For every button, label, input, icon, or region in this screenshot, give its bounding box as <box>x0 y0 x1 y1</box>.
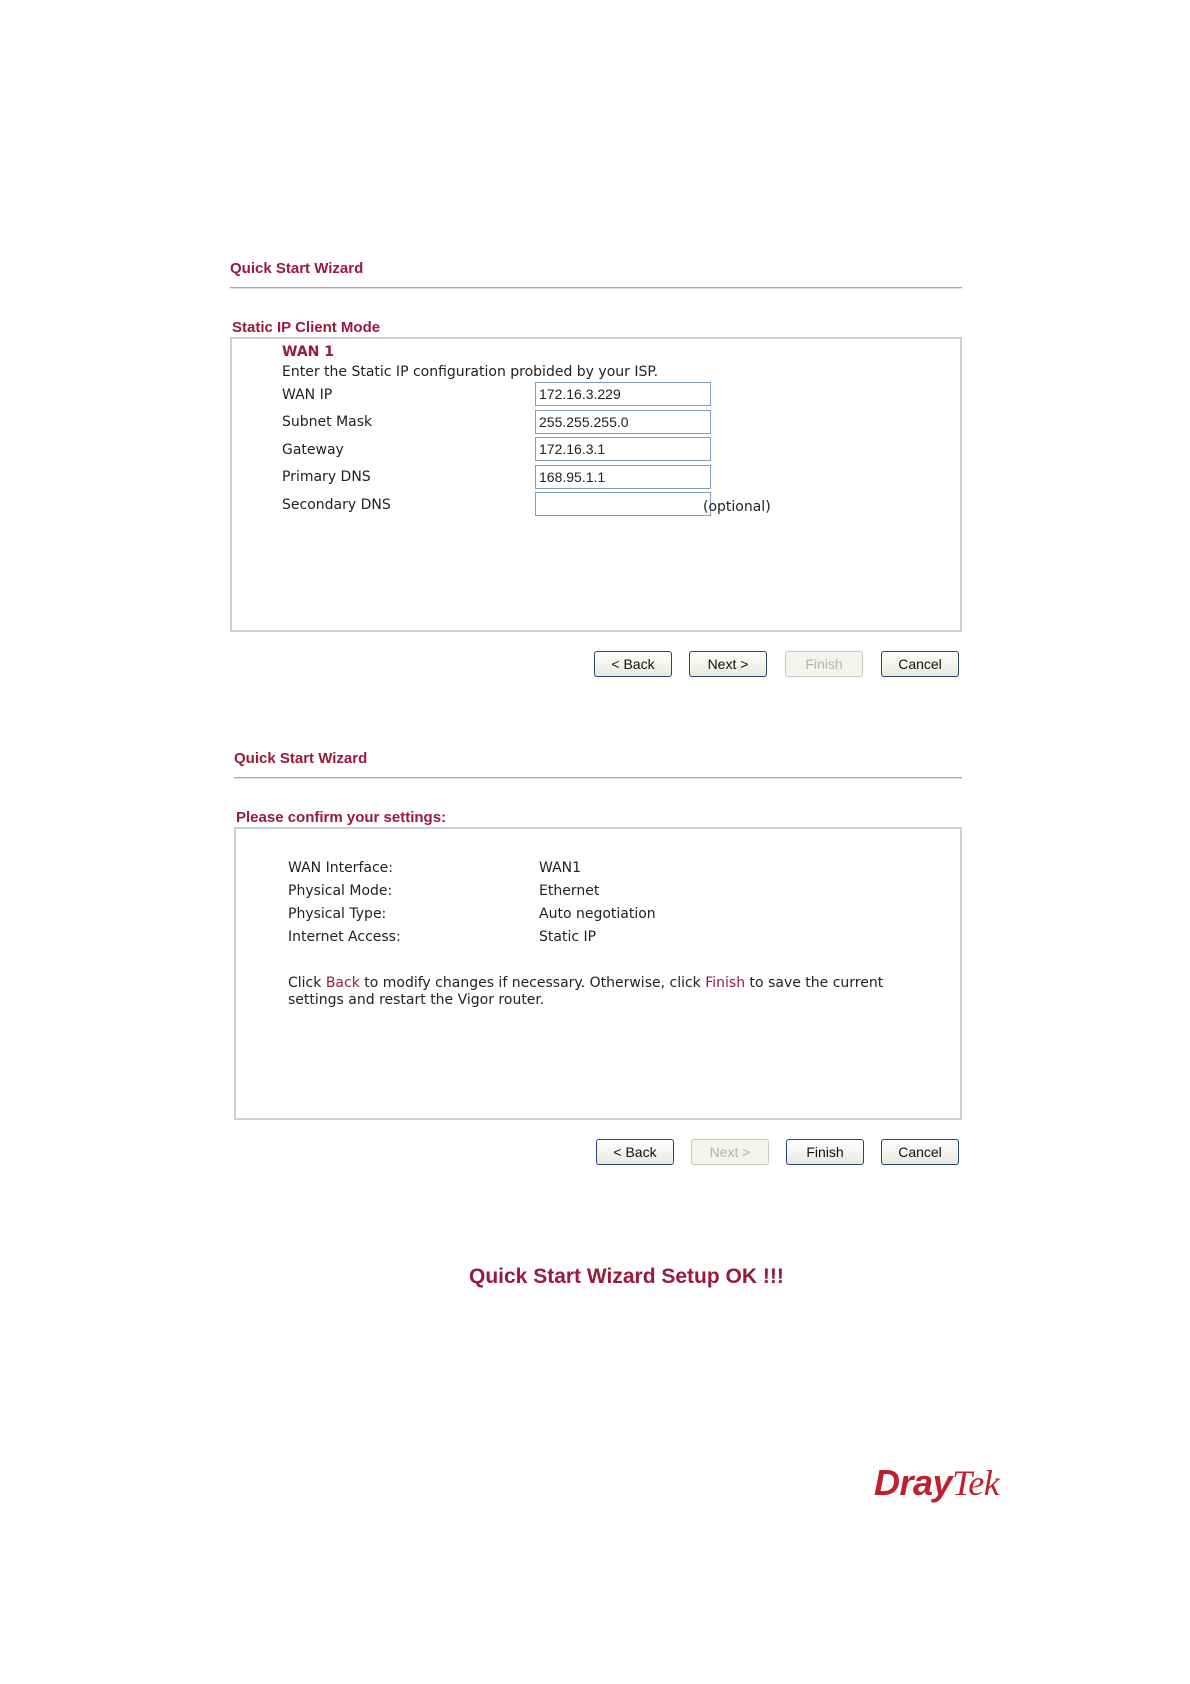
draytek-logo <box>874 1462 999 1504</box>
confirm-message-finish-word: Finish <box>705 975 746 991</box>
setup-ok-message: Quick Start Wizard Setup OK !!! <box>469 1265 784 1288</box>
subnet-mask-input[interactable] <box>535 410 711 434</box>
physical-type-value: Auto negotiation <box>539 906 656 922</box>
confirm-message-part1: Click <box>288 975 326 991</box>
wizard2-cancel-button[interactable]: Cancel <box>881 1139 959 1165</box>
instruction-text: Enter the Static IP configuration probided by your ISP. <box>282 364 659 380</box>
wizard2-section-title: Please confirm your settings: <box>236 809 447 826</box>
wizard2-next-button[interactable]: Next > <box>691 1139 769 1165</box>
wizard1-title: Quick Start Wizard <box>230 260 364 277</box>
confirm-message <box>288 975 883 991</box>
wizard2-finish-button[interactable]: Finish <box>786 1139 864 1165</box>
static-ip-panel <box>230 337 962 632</box>
wan1-heading: WAN 1 <box>282 344 334 360</box>
physical-type-label: Physical Type: <box>288 906 387 922</box>
wizard1-section-title: Static IP Client Mode <box>232 319 381 336</box>
wan-interface-label: WAN Interface: <box>288 860 393 876</box>
internet-access-value: Static IP <box>539 929 597 945</box>
primary-dns-input[interactable] <box>535 465 711 489</box>
wan-interface-value: WAN1 <box>539 860 582 876</box>
subnet-mask-label: Subnet Mask <box>282 414 373 430</box>
physical-mode-value: Ethernet <box>539 883 600 899</box>
wan-ip-input[interactable] <box>535 382 711 406</box>
secondary-dns-optional-note: (optional) <box>703 499 771 515</box>
logo-part1: Dray <box>874 1462 953 1503</box>
wizard2-title: Quick Start Wizard <box>234 750 368 767</box>
wizard2-divider <box>234 777 962 779</box>
wizard1-next-button[interactable]: Next > <box>689 651 767 677</box>
wan-ip-label: WAN IP <box>282 387 333 403</box>
primary-dns-label: Primary DNS <box>282 469 371 485</box>
confirm-settings-panel <box>234 827 962 1120</box>
internet-access-label: Internet Access: <box>288 929 401 945</box>
confirm-message-back-word: Back <box>325 975 360 991</box>
wizard1-back-button[interactable]: < Back <box>594 651 672 677</box>
secondary-dns-input[interactable] <box>535 492 711 516</box>
gateway-input[interactable] <box>535 437 711 461</box>
wizard2-back-button[interactable]: < Back <box>596 1139 674 1165</box>
secondary-dns-label: Secondary DNS <box>282 497 391 513</box>
logo-part2: Tek <box>952 1463 1000 1503</box>
wizard1-cancel-button[interactable]: Cancel <box>881 651 959 677</box>
wizard1-finish-button[interactable]: Finish <box>785 651 863 677</box>
confirm-message-part3: to save the current <box>745 975 884 991</box>
confirm-message-part2: to modify changes if necessary. Otherwise, click <box>359 975 706 991</box>
physical-mode-label: Physical Mode: <box>288 883 393 899</box>
confirm-message-line2: settings and restart the Vigor router. <box>288 992 545 1008</box>
wizard1-divider <box>230 287 962 289</box>
gateway-label: Gateway <box>282 442 344 458</box>
